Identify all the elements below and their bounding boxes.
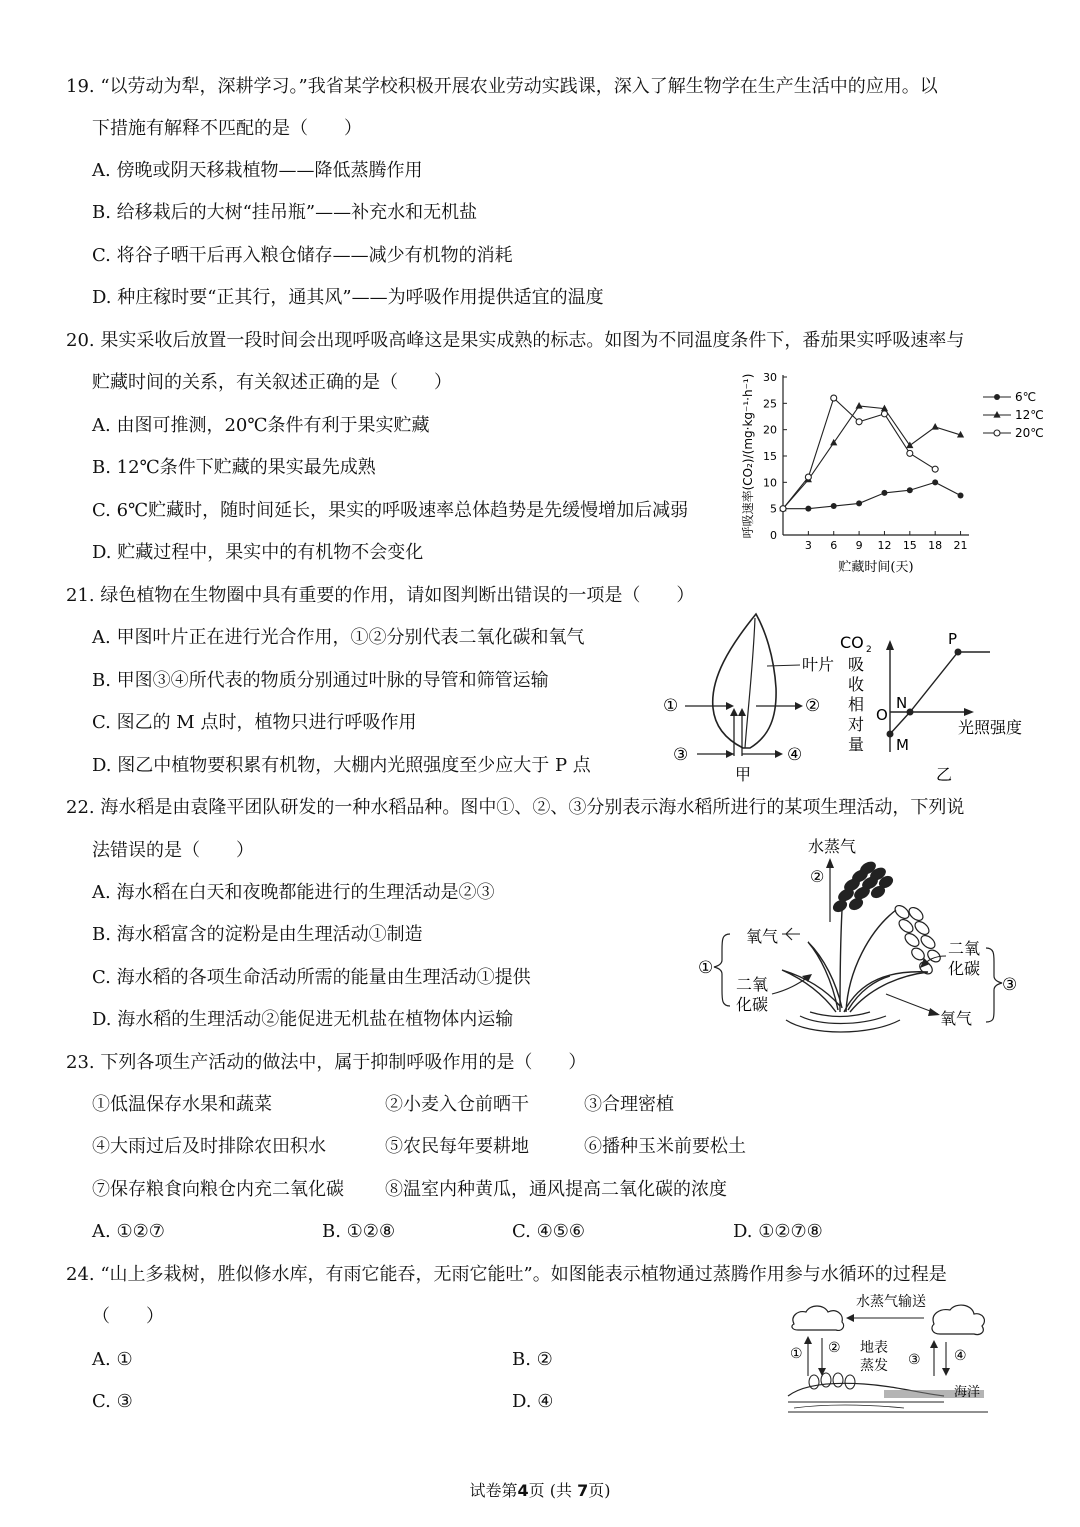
rice-co2-right-2: 化碳 (948, 959, 981, 978)
q22-stem-line1: 22. 海水稻是由袁隆平团队研发的一种水稻品种。图中①、②、③分别表示海水稻所进行的某项生理活动，下列说 (66, 797, 965, 818)
chart-y-tick-label: 15 (763, 450, 777, 463)
q21-option-b: B. 甲图③④所代表的物质分别通过叶脉的导管和筛管运输 (92, 670, 549, 691)
q24-option-b: B. ② (512, 1349, 553, 1370)
chart-legend-marker (994, 394, 1000, 400)
q23-item-7: ⑦保存粮食向粮仓内充二氧化碳 (92, 1179, 344, 1200)
q23-item-2: ②小麦入仓前晒干 (385, 1094, 529, 1115)
chart-y-axis-label: 呼吸速率(CO₂)/(mg·kg⁻¹·h⁻¹) (741, 373, 755, 539)
chart-data-point (932, 479, 938, 485)
q23-item-8: ⑧温室内种黄瓜，通风提高二氧化碳的浓度 (385, 1179, 727, 1200)
rice-label-1: ① (698, 958, 714, 978)
yi-point-p (955, 649, 962, 656)
wc-vapor-transport: 水蒸气输送 (856, 1294, 926, 1310)
chart-data-point (881, 490, 887, 496)
rice-co2-right-1: 二氧 (948, 939, 981, 958)
yi-ylabel-char-5: 量 (848, 735, 865, 754)
rice-co2-left-2: 化碳 (736, 995, 769, 1014)
q22-option-b: B. 海水稻富含的淀粉是由生理活动①制造 (92, 924, 423, 945)
chart-data-point (856, 500, 862, 506)
chart-series-2 (780, 395, 938, 512)
chart-data-point (831, 395, 837, 401)
left-brace (714, 934, 730, 1006)
yi-point-m (887, 731, 894, 738)
yi-ylabel-char-1: 吸 (848, 655, 865, 674)
chart-x-tick-label: 9 (855, 539, 863, 552)
wc-surface-1: 地表 (860, 1340, 888, 1356)
yi-origin-label: O (876, 706, 888, 724)
q23-item-4: ④大雨过后及时排除农田积水 (92, 1136, 326, 1157)
chart-data-point (805, 474, 811, 480)
q21-option-c: C. 图乙的 M 点时，植物只进行呼吸作用 (92, 712, 417, 733)
chart-x-tick-label: 12 (877, 539, 892, 552)
q22-stem-line2: 法错误的是（ ） (92, 840, 254, 861)
q23-item-3: ③合理密植 (584, 1094, 674, 1115)
q23-option-d: D. ①②⑦⑧ (733, 1221, 823, 1242)
chart-x-axis-label: 贮藏时间(天) (838, 560, 914, 575)
footer-suffix: 页) (588, 1481, 611, 1500)
chart-data-point (932, 423, 939, 430)
chart-legend-label: 6℃ (1015, 390, 1037, 404)
q24-stem-line2: （ ） (92, 1306, 164, 1327)
wc-cloud-left (792, 1306, 844, 1330)
chart-data-point (932, 466, 938, 472)
q19-option-c: C. 将谷子晒干后再入粮仓储存——减少有机物的消耗 (92, 245, 513, 266)
q24-option-d: D. ④ (512, 1391, 554, 1412)
yi-caption: 乙 (936, 765, 953, 784)
respiration-rate-chart (735, 362, 1050, 584)
chart-x-tick-label: 3 (804, 539, 812, 552)
footer-prefix: 试卷第 (469, 1481, 518, 1500)
q21-option-d: D. 图乙中植物要积累有机物，大棚内光照强度至少应大于 P 点 (92, 755, 591, 776)
q20-stem-line1: 20. 果实采收后放置一段时间会出现呼吸高峰这是果实成熟的标志。如图为不同温度条件下，番茄果实呼吸速率与 (66, 330, 965, 351)
rice-o2-left: 氧气 (746, 927, 779, 946)
q19-stem-line1: 19. “以劳动为犁，深耕学习。”我省某学校积极开展农业劳动实践课，深入了解生物学在生产生活中的应用。以 (66, 76, 938, 97)
light-co2-graph-yi (838, 630, 1048, 785)
chart-series-line (783, 482, 961, 508)
leaf-outline (713, 614, 776, 748)
rice-label-2: ② (810, 867, 825, 886)
chart-legend-marker (993, 411, 1000, 418)
chart-legend-marker (994, 430, 1000, 436)
chart-data-point (907, 450, 913, 456)
chart-x-tick-label: 15 (902, 539, 917, 552)
q22-option-a: A. 海水稻在白天和夜晚都能进行的生理活动是②③ (92, 882, 495, 903)
chart-data-point (958, 493, 964, 499)
chart-series-0 (780, 479, 964, 511)
q23-stem: 23. 下列各项生产活动的做法中，属于抑制呼吸作用的是（ ） (66, 1052, 587, 1073)
q23-item-1: ①低温保存水果和蔬菜 (92, 1094, 272, 1115)
yi-n-label: N (896, 694, 908, 712)
water-cycle-diagram (784, 1292, 992, 1417)
chart-data-point (907, 487, 913, 493)
sea-rice-diagram (690, 830, 1030, 1035)
q24-option-c: C. ③ (92, 1391, 133, 1412)
q23-option-c: C. ④⑤⑥ (512, 1221, 585, 1242)
q21-option-a: A. 甲图叶片正在进行光合作用，①②分别代表二氧化碳和氧气 (92, 627, 585, 648)
rice-vapor-label: 水蒸气 (808, 837, 857, 856)
chart-data-point (780, 506, 786, 512)
yi-co2-label: CO (840, 633, 864, 652)
q22-option-c: C. 海水稻的各项生命活动所需的能量由生理活动①提供 (92, 967, 531, 988)
q23-option-b: B. ①②⑧ (322, 1221, 396, 1242)
chart-y-tick-label: 30 (763, 371, 777, 384)
jia-label-3: ③ (673, 745, 689, 765)
yi-ylabel-char-4: 对 (848, 715, 865, 734)
q24-stem-line1: 24. “山上多栽树，胜似修水库，有雨它能吞，无雨它能吐”。如图能表示植物通过蒸腾作用参与水循环的过程是 (66, 1264, 947, 1285)
yi-ylabel-char-3: 相 (848, 695, 865, 714)
leaf-label: 叶片 (802, 655, 835, 674)
q20-option-c: C. 6℃贮藏时，随时间延长，果实的呼吸速率总体趋势是先缓慢增加后减弱 (92, 500, 689, 521)
jia-caption: 甲 (735, 765, 752, 783)
leaf-diagram-jia (655, 608, 840, 783)
q19-option-b: B. 给移栽后的大树“挂吊瓶”——补充水和无机盐 (92, 202, 478, 223)
yi-ylabel-char-2: 收 (848, 675, 865, 694)
q21-stem: 21. 绿色植物在生物圈中具有重要的作用，请如图判断出错误的一项是（ ） (66, 585, 695, 606)
q23-item-6: ⑥播种玉米前要松土 (584, 1136, 746, 1157)
right-brace (986, 948, 1002, 1022)
chart-y-tick-label: 5 (770, 502, 777, 516)
chart-y-tick-label: 0 (770, 529, 777, 542)
rice-panicle-lower (893, 903, 943, 976)
jia-label-2: ② (805, 696, 821, 716)
q20-option-a: A. 由图可推测，20℃条件有利于果实贮藏 (92, 415, 430, 436)
chart-data-point (856, 419, 862, 425)
q23-item-5: ⑤农民每年要耕地 (385, 1136, 529, 1157)
chart-y-tick-label: 20 (763, 423, 777, 437)
q19-option-a: A. 傍晚或阴天移栽植物——降低蒸腾作用 (92, 160, 423, 181)
wc-label-4: ④ (954, 1348, 967, 1364)
wc-label-3: ③ (908, 1352, 921, 1368)
chart-x-tick-label: 6 (830, 539, 838, 552)
chart-data-point (881, 411, 887, 417)
wc-cloud-right (932, 1305, 984, 1334)
yi-m-label: M (896, 736, 909, 754)
yi-co2-sub: 2 (866, 645, 872, 655)
footer-total-pages: 7 (577, 1481, 589, 1500)
yi-p-label: P (948, 630, 958, 648)
rice-co2-left-1: 二氧 (736, 975, 769, 994)
chart-y-tick-label: 10 (763, 476, 777, 490)
wc-label-1: ① (790, 1346, 803, 1362)
wc-ocean: 海洋 (954, 1385, 981, 1400)
rice-panicle-upper (831, 860, 894, 914)
chart-legend-label: 20℃ (1015, 426, 1044, 440)
jia-label-1: ① (663, 696, 679, 716)
chart-data-point (805, 506, 811, 512)
wc-surface-2: 蒸发 (860, 1358, 888, 1374)
wc-trees (809, 1373, 855, 1389)
chart-x-tick-label: 18 (928, 539, 943, 552)
page-footer (0, 1480, 1080, 1502)
q20-option-d: D. 贮藏过程中，果实中的有机物不会变化 (92, 542, 424, 563)
q24-option-a: A. ① (92, 1349, 133, 1370)
rice-o2-right: 氧气 (940, 1009, 973, 1028)
q19-stem-line2: 下措施有解释不匹配的是（ ） (92, 118, 362, 139)
chart-data-point (831, 503, 837, 509)
jia-label-4: ④ (787, 745, 803, 765)
q19-option-d: D. 种庄稼时要“正其行，通其风”——为呼吸作用提供适宜的温度 (92, 287, 604, 308)
footer-page-number: 4 (517, 1481, 529, 1500)
water-ripples (786, 1012, 900, 1032)
q23-option-a: A. ①②⑦ (92, 1221, 165, 1242)
yi-point-n (907, 709, 914, 716)
chart-series-line (783, 406, 961, 509)
chart-y-tick-label: 25 (763, 397, 777, 411)
rice-label-3: ③ (1002, 975, 1018, 995)
chart-data-point (855, 402, 862, 409)
q20-option-b: B. 12℃条件下贮藏的果实最先成熟 (92, 457, 376, 478)
wc-label-2: ② (828, 1340, 841, 1356)
leaf-midrib (745, 618, 755, 748)
chart-x-tick-label: 21 (953, 539, 968, 552)
chart-legend-label: 12℃ (1015, 408, 1044, 422)
yi-xlabel: 光照强度 (958, 718, 1023, 737)
q20-stem-line2: 贮藏时间的关系，有关叙述正确的是（ ） (92, 372, 452, 393)
footer-mid: 页 (共 (528, 1481, 578, 1500)
q22-option-d: D. 海水稻的生理活动②能促进无机盐在植物体内运输 (92, 1009, 514, 1030)
